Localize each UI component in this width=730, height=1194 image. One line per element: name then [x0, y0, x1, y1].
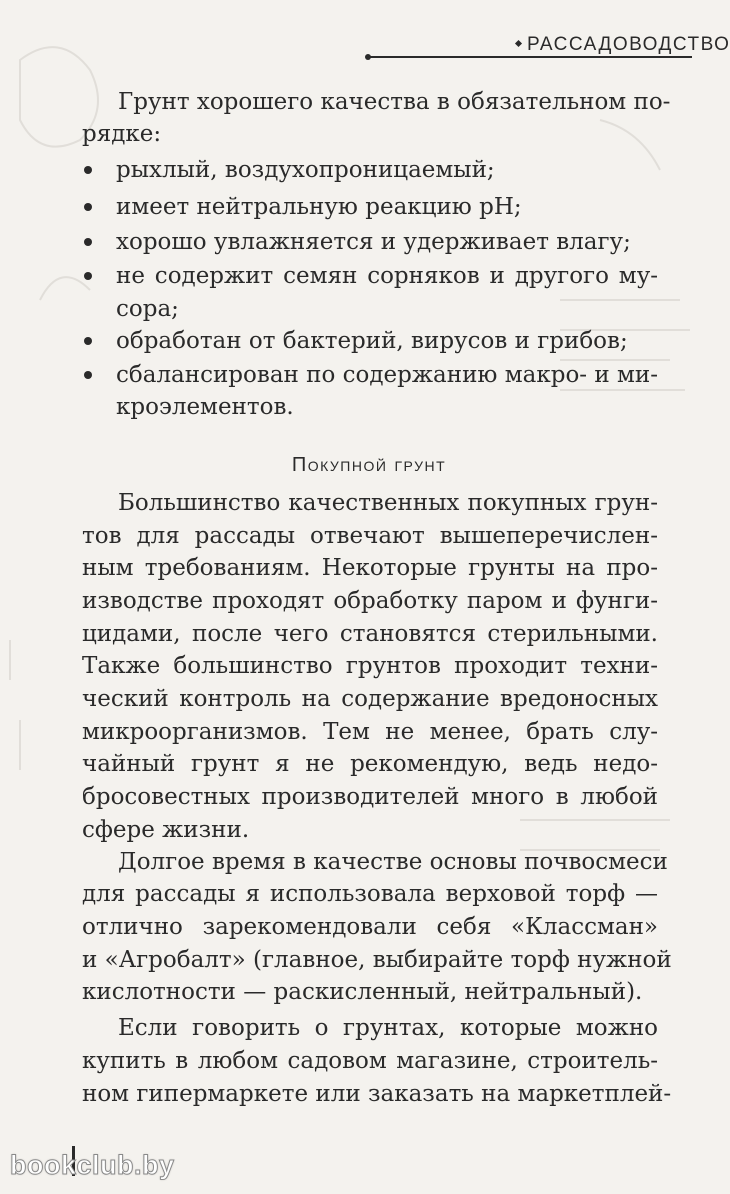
- bullet-item-6-line-1: сбалансирован по содержанию макро- и ми-: [116, 362, 659, 388]
- paragraph-1-line-1: Большинство качественных покупных грун-: [118, 490, 658, 516]
- paragraph-3-line-3: ном гипермаркете или заказать на маркетплей-: [82, 1081, 672, 1107]
- paragraph-1-line-3: ным требованиям. Некоторые грунты на про-: [82, 555, 658, 581]
- bullet-dot-icon: [84, 272, 92, 280]
- bullet-dot-icon: [84, 203, 92, 211]
- watermark-logo: bookclub.by: [10, 1150, 175, 1180]
- bullet-item-4-line-2: сора;: [116, 296, 179, 322]
- bullet-item-4-line-1: не содержит семян сорняков и другого му-: [116, 263, 658, 289]
- running-head-ornament: [515, 40, 522, 47]
- paragraph-1-line-8: микроорганизмов. Тем не менее, брать слу-: [82, 719, 658, 745]
- paragraph-1-line-4: изводстве проходят обработку паром и фунги-: [82, 588, 658, 614]
- bullet-item-2: имеет нейтральную реакцию pH;: [116, 194, 522, 220]
- bullet-item-3: хорошо увлажняется и удерживает влагу;: [116, 229, 631, 255]
- bullet-dot-icon: [84, 337, 92, 345]
- paragraph-2-line-5: кислотности — раскисленный, нейтральный).: [82, 979, 643, 1005]
- paragraph-2-line-3: отлично зарекомендовали себя «Классман»: [82, 914, 658, 940]
- paragraph-2-line-1: Долгое время в качестве основы почвосмеси: [118, 849, 668, 875]
- intro-line-2: рядке:: [82, 121, 162, 147]
- paragraph-3-line-2: купить в любом садовом магазине, строитель-: [82, 1048, 658, 1074]
- section-title: Покупной грунт: [291, 454, 447, 476]
- bullet-dot-icon: [84, 371, 92, 379]
- paragraph-1-line-2: тов для рассады отвечают вышеперечислен-: [82, 523, 658, 549]
- running-head: РАССАДОВОДСТВО: [527, 34, 730, 55]
- intro-line-1: Грунт хорошего качества в обязательном по-: [118, 89, 671, 115]
- paragraph-1-line-5: цидами, после чего становятся стерильными.: [82, 621, 658, 647]
- paragraph-1-line-9: чайный грунт я не рекомендую, ведь недо-: [82, 751, 658, 777]
- paragraph-2-line-4: и «Агробалт» (главное, выбирайте торф нужной: [82, 947, 672, 973]
- bullet-item-5: обработан от бактерий, вирусов и грибов;: [116, 328, 628, 354]
- paragraph-1-line-11: сфере жизни.: [82, 817, 250, 843]
- running-head-rule: [370, 56, 692, 58]
- paragraph-1-line-10: бросовестных производителей много в любой: [82, 784, 658, 810]
- bullet-item-1: рыхлый, воздухопроницаемый;: [116, 157, 495, 183]
- paragraph-1-line-6: Также большинство грунтов проходит техни-: [82, 653, 658, 679]
- paragraph-1-line-7: ческий контроль на содержание вредоносных: [82, 686, 658, 712]
- paragraph-3-line-1: Если говорить о грунтах, которые можно: [118, 1015, 658, 1041]
- bullet-dot-icon: [84, 238, 92, 246]
- bullet-item-6-line-2: кроэлементов.: [116, 394, 294, 420]
- paragraph-2-line-2: для рассады я использовала верховой торф —: [82, 881, 658, 907]
- bullet-dot-icon: [84, 166, 92, 174]
